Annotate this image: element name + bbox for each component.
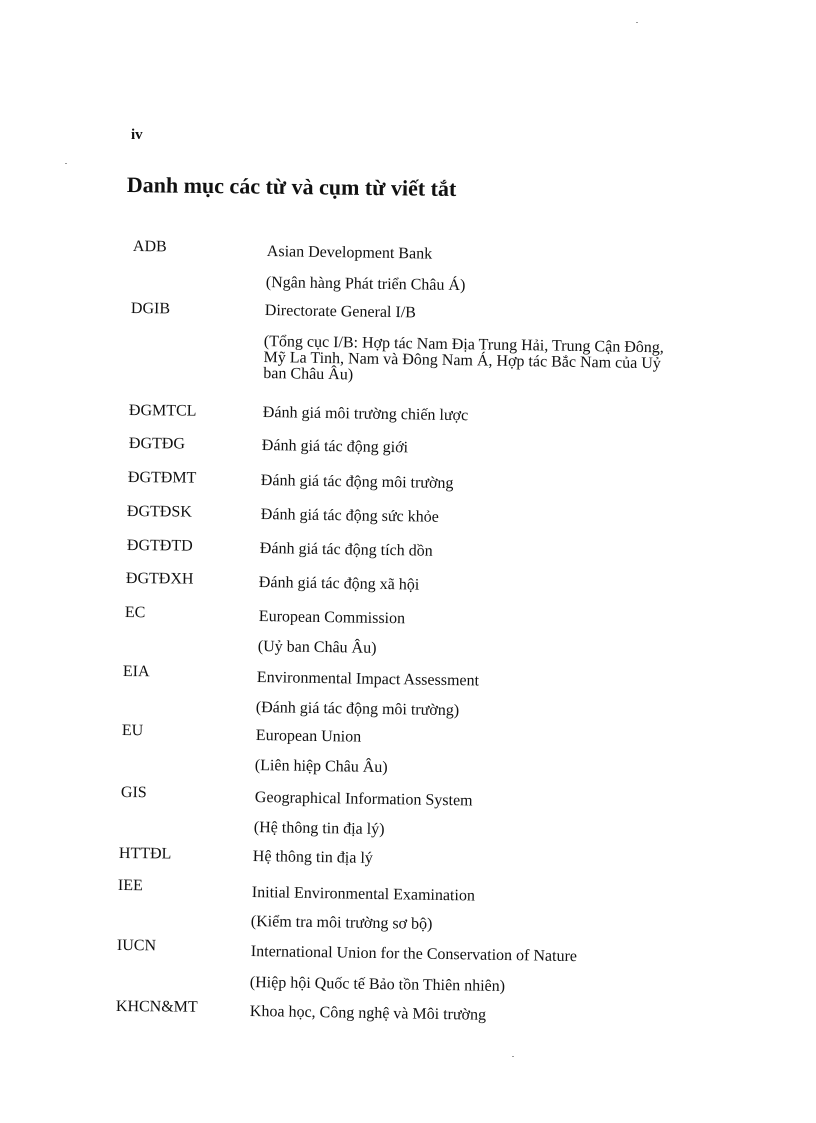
definition-dgtdg: Đánh giá tác động giới [261, 437, 409, 457]
definition-iee-translation: (Kiểm tra môi trường sơ bộ) [250, 913, 433, 933]
abbreviation-khcnmt: KHCN&MT [115, 998, 198, 1016]
abbreviation-adb: ADB [132, 238, 167, 256]
abbreviation-dgtdmt: ĐGTĐMT [127, 469, 197, 487]
definition-adb: Asian Development Bank [266, 243, 433, 263]
abbreviation-eia: EIA [122, 663, 150, 681]
definition-dgmtcl: Đánh giá môi trường chiến lược [262, 404, 469, 425]
abbreviation-ec: EC [124, 604, 146, 622]
definition-gis: Geographical Information System [254, 789, 473, 810]
definition-khcnmt: Khoa học, Công nghệ và Môi trường [249, 1003, 487, 1024]
scan-speck [512, 1056, 514, 1057]
abbreviation-httdl: HTTĐL [118, 845, 172, 863]
definition-iucn: International Union for the Conservation of Nature [250, 943, 578, 966]
definition-eu-translation: (Liên hiệp Châu Âu) [254, 757, 388, 777]
definition-ec-translation: (Uỷ ban Châu Âu) [257, 638, 377, 657]
definition-ec: European Commission [258, 608, 406, 628]
definition-iee: Initial Environmental Examination [251, 884, 476, 905]
abbreviation-gis: GIS [120, 784, 147, 802]
definition-adb-translation: (Ngân hàng Phát triển Châu Á) [265, 274, 466, 295]
abbreviation-dgtdtd: ĐGTĐTD [126, 537, 193, 555]
definition-dgib-translation: (Tổng cục I/B: Hợp tác Nam Địa Trung Hải, Trung Cận Đông, Mỹ La Tinh, Nam và Đông Nam Á, Hợp tác Bắc Nam của Uỷ ban Châu Âu) [263, 333, 664, 384]
abbreviation-dgtdsk: ĐGTĐSK [126, 503, 192, 521]
definition-dgtdtd: Đánh giá tác động tích dồn [259, 540, 433, 560]
definition-eu: European Union [255, 727, 362, 746]
definition-dgib: Directorate General I/B [264, 302, 417, 322]
definition-gis-translation: (Hệ thông tin địa lý) [253, 819, 385, 839]
abbreviation-iucn: IUCN [116, 937, 157, 955]
abbreviation-dgmtcl: ĐGMTCL [128, 402, 197, 420]
abbreviation-dgib: DGIB [130, 300, 171, 318]
abbreviation-dgtdxh: ĐGTĐXH [125, 570, 194, 588]
page-number: iv [131, 127, 143, 143]
abbreviation-iee: IEE [117, 877, 143, 895]
abbreviation-eu: EU [121, 722, 144, 740]
scan-speck [636, 22, 638, 23]
definition-iucn-translation: (Hiệp hội Quốc tế Bảo tồn Thiên nhiên) [249, 974, 506, 996]
definition-dgtdxh: Đánh giá tác động xã hội [258, 574, 420, 594]
definition-dgtdsk: Đánh giá tác động sức khỏe [260, 506, 439, 526]
abbreviation-dgtdg: ĐGTĐG [128, 435, 185, 453]
definition-eia-translation: (Đánh giá tác động môi trường) [255, 699, 460, 720]
definition-eia: Environmental Impact Assessment [256, 669, 480, 690]
page-title: Danh mục các từ và cụm từ viết tắt [126, 172, 457, 202]
scan-speck [65, 163, 67, 164]
definition-dgtdmt: Đánh giá tác động môi trường [260, 472, 454, 493]
definition-httdl: Hệ thông tin địa lý [252, 848, 373, 867]
